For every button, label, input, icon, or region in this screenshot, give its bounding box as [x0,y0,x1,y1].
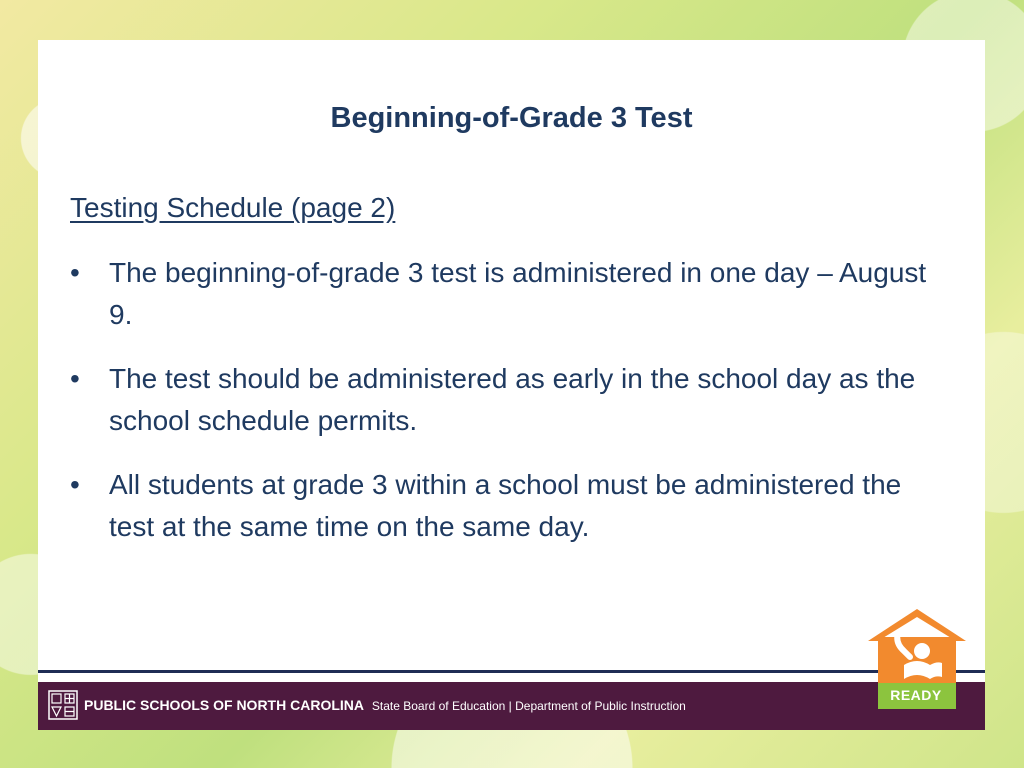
bullet-text: All students at grade 3 within a school must be administered the test at the same time on the same day. [109,469,902,542]
bullet-text: The test should be administered as early in the school day as the school schedule permits. [109,363,916,436]
bullet-item [70,464,940,548]
bullet-marker: • [70,363,80,394]
footer-caption [84,697,686,713]
slide-title: Beginning-of-Grade 3 Test [330,102,693,134]
nc-schools-seal-icon [48,690,78,720]
section-heading: Testing Schedule (page 2) [70,192,396,223]
bullet-marker: • [70,257,80,288]
bullet-list [70,252,940,570]
ready-label: READY [890,687,942,703]
bullet-text: The beginning-of-grade 3 test is administered in one day – August 9. [109,257,927,330]
bullet-marker: • [70,469,80,500]
ready-logo [866,607,968,717]
footer-divider [38,670,985,673]
footer-org-detail: State Board of Education | Department of Public Instruction [371,699,686,713]
slide-panel [38,40,985,730]
footer-org-name: PUBLIC SCHOOLS OF NORTH CAROLINA [84,697,364,713]
bullet-item [70,252,940,336]
bullet-item [70,358,940,442]
